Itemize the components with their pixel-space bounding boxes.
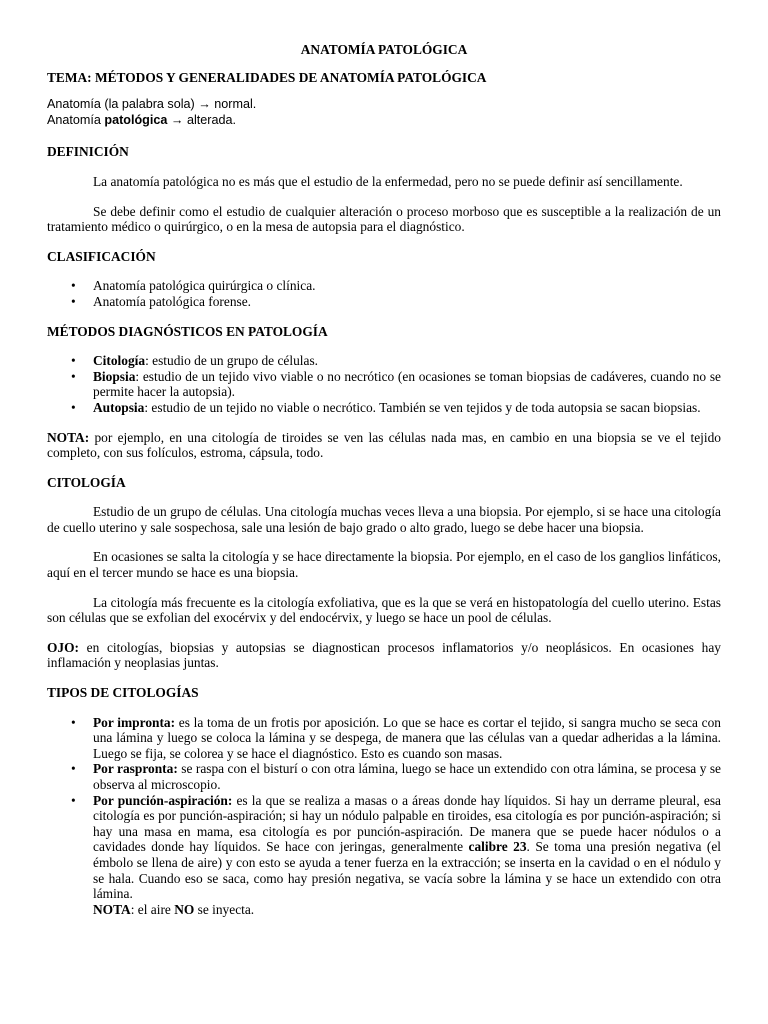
bullet-icon: • (71, 278, 76, 294)
heading-citologia: CITOLOGÍA (47, 474, 126, 490)
bullet-icon: • (71, 399, 76, 415)
list-item (71, 353, 721, 369)
metodos-list (47, 353, 721, 415)
ojo-label: OJO: (47, 639, 79, 655)
list-item-text: : estudio de un grupo de células. (145, 353, 318, 369)
heading-tipos: TIPOS DE CITOLOGÍAS (47, 685, 199, 701)
intro-line-altered (47, 113, 721, 129)
list-item-bold-text: calibre 23 (468, 839, 527, 855)
list-item-text: Anatomía patológica quirúrgica o clínica. (93, 278, 316, 294)
intro-line-normal: Anatomía (la palabra sola) → normal. (47, 97, 257, 112)
heading-definicion: DEFINICIÓN (47, 144, 129, 160)
document-page (47, 42, 721, 931)
list-item-text: Anatomía patológica forense. (93, 293, 252, 309)
list-item (71, 399, 721, 416)
list-item (71, 714, 721, 762)
citologia-paragraph-1: Estudio de un grupo de células. Una citología muchas veces lleva a una biopsia. Por ejemplo, si se hace una citología de cuello uterino y sale sospechosa, sale una lesión de bajo grado o alto grado, luego se debe hacer una biopsia. (47, 504, 721, 535)
definicion-paragraph-1: La anatomía patológica no es más que el estudio de la enfermedad, pero no se puede definir así sencillamente. (93, 173, 683, 189)
list-item-text: . Se toma una presión negativa (el émbolo se llena de aire) y con esto se ayuda a tener fuerza en la extracción; se inserta en la cavidad o en el nódulo y se hala. Cuando eso se saca, como hay presión negativa, se vacía sobre la lámina y se hace un extendido con otra lámina. (93, 839, 721, 902)
list-item-term: Por impronta: (93, 714, 176, 730)
list-item-term: Por raspronta: (93, 761, 178, 777)
intro-text: → alterada. (167, 112, 236, 127)
list-item (71, 293, 721, 310)
clasificacion-list (47, 278, 721, 309)
list-item-term: Autopsia (93, 399, 145, 415)
tipos-list (47, 715, 721, 918)
list-item-text: : estudio de un tejido no viable o necrótico. También se ven tejidos y de toda autopsia se sacan biopsias. (144, 399, 701, 415)
list-item (71, 792, 722, 918)
nota-bold-text: NO (174, 901, 195, 917)
list-item (71, 278, 721, 294)
nota-text: por ejemplo, en una citología de tiroides se ven las células nada mas, en cambio en una biopsia se ve el tejido completo, con sus folículos, estroma, cápsula, todo. (47, 429, 721, 461)
bullet-icon: • (71, 293, 76, 309)
bullet-icon: • (71, 714, 76, 730)
intro-bold-term: patológica (104, 112, 168, 127)
list-item-term: Por punción-aspiración: (93, 792, 233, 808)
list-item-text: es la que se realiza a masas o a áreas donde hay líquidos. Si hay un derrame pleural, esa citología es por punción-aspiración; si hay un nódulo palpable en tiroides, esa citología es por punción-aspiración; si hay una masa en mama, esa citología es por punción-aspiración. De manera que se puede hacer nódulos o a cavidades donde hay líquidos. Se hace con jeringas, generalmente (93, 792, 722, 855)
document-topic: TEMA: MÉTODOS Y GENERALIDADES DE ANATOMÍA PATOLÓGICA (47, 69, 487, 85)
bullet-icon: • (71, 368, 76, 384)
bullet-icon: • (71, 761, 76, 777)
bullet-icon: • (71, 353, 76, 369)
intro-block (47, 97, 721, 128)
document-title: ANATOMÍA PATOLÓGICA (300, 42, 468, 57)
nota-text: : el aire (130, 901, 175, 917)
list-item-text: : estudio de un tejido vivo viable o no necrótico (en ocasiones se toman biopsias de cadáveres, cuando no se permite hacer la autopsia). (93, 368, 721, 400)
definicion-paragraph-2: Se debe definir como el estudio de cualquier alteración o proceso morboso que es susceptible a la realización de un tratamiento médico o quirúrgico, o en la mesa de autopsia para el diagnóstico. (47, 203, 721, 235)
list-item (71, 368, 721, 400)
nota-label: NOTA: (47, 429, 90, 445)
list-item-term: Citología (93, 353, 146, 369)
list-item-term: Biopsia (93, 368, 136, 384)
list-item-text: es la toma de un frotis por aposición. Lo que se hace es cortar el tejido, si sangra mucho se seca con una lámina y luego se coloca la lámina y se despega, de manera que las células van a quedar adheridas a la lámina. Luego se fija, se colorea y se hace el diagnóstico. Esto es cuando son masas. (93, 714, 721, 761)
ojo-paragraph (47, 640, 721, 671)
nota-label: NOTA (93, 901, 131, 917)
intro-text: Anatomía (47, 112, 105, 127)
heading-clasificacion: CLASIFICACIÓN (47, 248, 156, 264)
citologia-paragraph-2: En ocasiones se salta la citología y se hace directamente la biopsia. Por ejemplo, en el caso de los ganglios linfáticos, aquí en el tercer mundo se hace es una biopsia. (47, 549, 721, 581)
heading-metodos: MÉTODOS DIAGNÓSTICOS EN PATOLOGÍA (47, 323, 328, 339)
citologia-paragraph-3: La citología más frecuente es la citología exfoliativa, que es la que se verá en histopatología del cuello uterino. Estas son células que se exfolian del exocérvix y del endocérvix, y luego se hace un pool de células. (47, 594, 721, 626)
nota-text: se inyecta. (194, 901, 255, 917)
ojo-text: en citologías, biopsias y autopsias se diagnostican procesos inflamatorios y/o neoplásicos. En ocasiones hay inflamación y neoplasias juntas. (47, 639, 721, 671)
list-item-text: se raspa con el bisturí o con otra lámina, luego se hace un extendido con otra lámina, se procesa y se observa al microscopio. (93, 761, 721, 792)
bullet-icon: • (71, 792, 76, 808)
list-item (71, 761, 721, 792)
nota-paragraph (47, 430, 721, 461)
